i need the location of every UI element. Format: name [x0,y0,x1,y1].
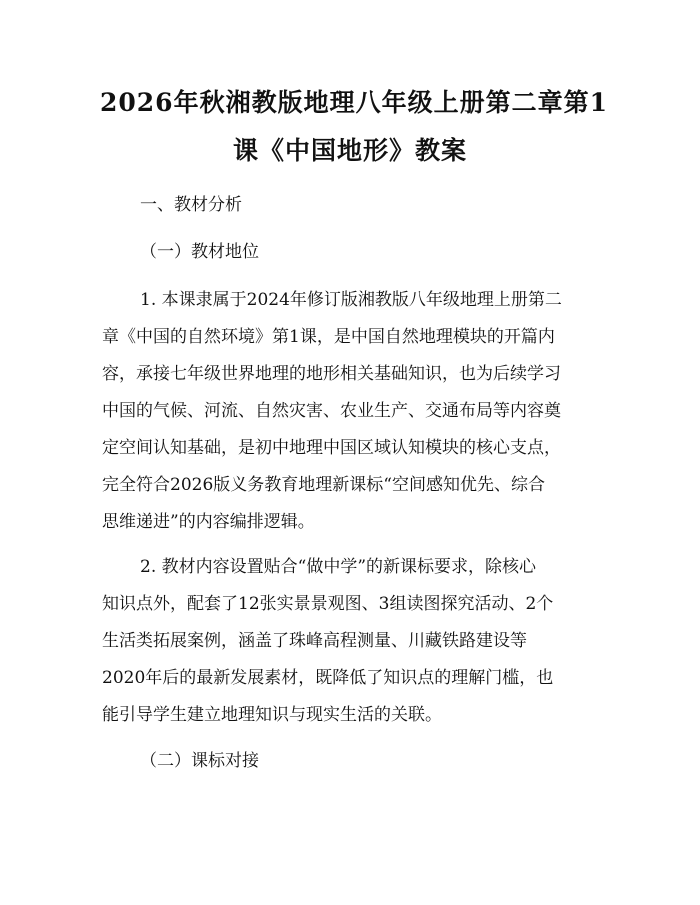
paragraph-1-line: 章《中国的自然环境》第1课，是中国自然地理模块的开篇内 [102,327,555,347]
section-heading-textbook-analysis: 一、教材分析 [140,195,242,215]
subsection-heading-textbook-position: （一）教材地位 [140,242,259,262]
paragraph-2-line: 2. 教材内容设置贴合“做中学”的新课标要求，除核心 [140,557,537,577]
document-title-line-2: 课《中国地形》教案 [232,136,467,165]
document-title-line-1: 2026年秋湘教版地理八年级上册第二章第1 [100,88,608,117]
subsection-heading-curriculum-alignment: （二）课标对接 [140,751,259,771]
paragraph-1-line: 思维递进”的内容编排逻辑。 [102,512,315,532]
paragraph-1-line: 1. 本课隶属于2024年修订版湘教版八年级地理上册第二 [140,290,562,310]
paragraph-1-line: 定空间认知基础，是初中地理中国区域认知模块的核心支点， [102,438,561,458]
paragraph-2-line: 生活类拓展案例，涵盖了珠峰高程测量、川藏铁路建设等 [102,631,527,651]
paragraph-2-line: 能引导学生建立地理知识与现实生活的关联。 [102,705,442,725]
paragraph-1-line: 中国的气候、河流、自然灾害、农业生产、交通布局等内容奠 [102,401,561,421]
paragraph-1-line: 容，承接七年级世界地理的地形相关基础知识，也为后续学习 [102,364,561,384]
paragraph-2-line: 2020年后的最新发展素材，既降低了知识点的理解门槛，也 [102,668,554,688]
paragraph-2-line: 知识点外，配套了12张实景景观图、3组读图探究活动、2个 [102,594,554,614]
paragraph-1-line: 完全符合2026版义务教育地理新课标“空间感知优先、综合 [102,475,545,495]
